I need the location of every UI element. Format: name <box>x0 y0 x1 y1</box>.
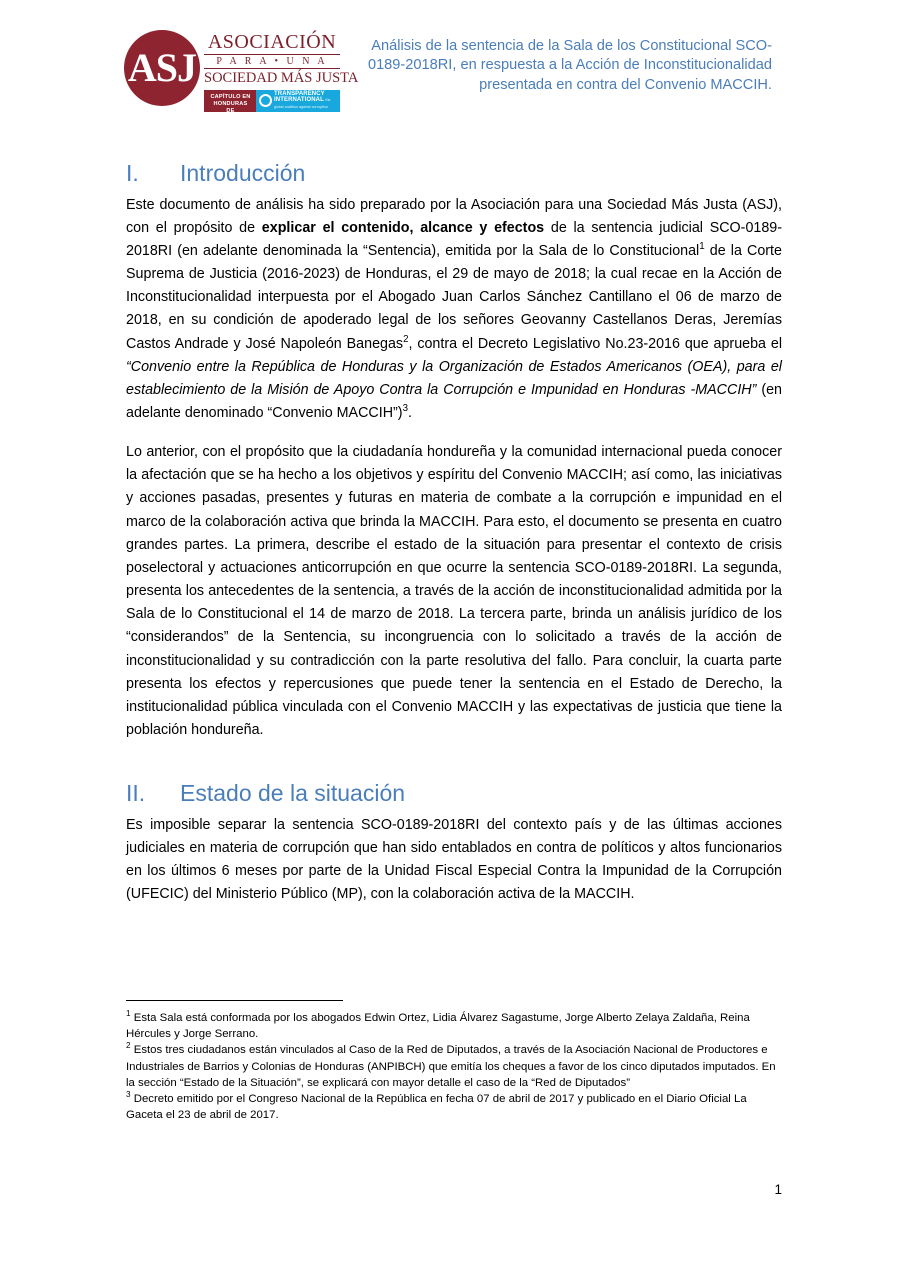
p1-italic-convenio-title: “Convenio entre la República de Honduras y la Organización de Estados Americanos (OEA), para el establecimiento de la Misión de Apoyo Contra la Corrupción e Impunidad en Honduras -MACCIH” <box>126 358 782 398</box>
asj-logo <box>124 28 359 114</box>
footnote-text-1: Esta Sala está conformada por los abogados Edwin Ortez, Lidia Álvarez Sagastume, Jorge Alberto Zelaya Zaldaña, Reina Hércules y Jorge Serrano. <box>126 1012 750 1041</box>
badge-ti-words <box>274 91 340 112</box>
transparency-international-badge <box>204 90 340 112</box>
header-document-title: Análisis de la sentencia de la Sala de los Constitucional SCO-0189-2018RI, en respuesta a la Acción de Inconstitucionalidad presentada en contra del Convenio MACCIH. <box>367 38 772 93</box>
p1-part1: Este documento de análisis ha sido preparado por la Asociación para una Sociedad Más Justa (ASJ), con el propósito de <box>126 196 782 236</box>
section-heading-estado-situacion <box>126 780 782 808</box>
footnote-ref-3[interactable]: 3 <box>402 403 408 415</box>
asj-wordmark <box>204 31 359 114</box>
wordmark-rule-top <box>204 54 340 55</box>
footnotes-area <box>126 1000 786 1123</box>
badge-ti-sub: the global coalition against corruption <box>274 98 331 110</box>
badge-capitulo-honduras: CAPÍTULO EN HONDURAS DE <box>204 90 256 112</box>
p1-part6: . <box>407 405 412 421</box>
footnote-marker-2: 2 <box>126 1041 131 1051</box>
wordmark-asociacion: ASOCIACIÓN <box>207 31 337 53</box>
badge-transparency-international <box>256 90 340 112</box>
asj-logo-mark-icon: ASJ <box>124 30 200 106</box>
wordmark-para-una: P A R A • U N A <box>216 56 328 67</box>
document-body <box>126 160 782 906</box>
section-heading-introduccion <box>126 160 782 188</box>
footnote-text-3: Decreto emitido por el Congreso Nacional de la República en fecha 07 de abril de 2017 y publicado en el Diario Oficial La Gaceta el 23 de abril de 2017. <box>126 1092 747 1122</box>
page-number: 1 <box>774 1182 782 1197</box>
footnote-separator <box>126 1000 343 1001</box>
wordmark-sociedad-mas-justa: SOCIEDAD MÁS JUSTA <box>204 70 359 86</box>
p1-part3: de la Corte Suprema de Justicia (2016-2023) de Honduras, el 29 de mayo de 2018; la cual recae en la Acción de Inconstitucionalidad interpuesta por el Abogado Juan Carlos Sánchez Cantillano el 06 de marzo de 2018, en su condición de apoderado legal de los señores Geovanny Castellanos Deras, Jeremías Castos Andrade y José Napoleón Banegas <box>126 242 782 352</box>
footnote-ref-1[interactable]: 1 <box>699 241 705 253</box>
p1-part2: de la sentencia judicial SCO-0189-2018RI (en adelante denominada la “Sentencia), emitida por la Sala de lo Constitucional <box>126 219 783 259</box>
p1-part5: (en adelante denominado “Convenio MACCIH”) <box>126 381 782 421</box>
page-header <box>0 0 900 140</box>
globe-icon <box>259 94 272 107</box>
footnote-text-2: Estos tres ciudadanos están vinculados al Caso de la Red de Diputados, a través de la Asociación Nacional de Productores e Industriales de Barrios y Colonias de Honduras (ANPIBCH) que emitía los cheques a favor de los cinco diputados imputados. En la sección “Estado de la Situación”, se explicará con mayor detalle el caso de la “Red de Diputados” <box>126 1044 776 1089</box>
footnote-marker-3: 3 <box>126 1090 131 1100</box>
paragraph-intro-1 <box>126 194 782 426</box>
footnote-2 <box>126 1042 786 1091</box>
p1-bold-emphasis: explicar el contenido, alcance y efectos <box>261 219 545 236</box>
section-title-1: Introducción <box>180 160 306 186</box>
p1-part4: , contra el Decreto Legislativo No.23-2016 que aprueba el <box>408 335 782 352</box>
section-title-2: Estado de la situación <box>180 780 406 807</box>
paragraph-estado-1: Es imposible separar la sentencia SCO-0189-2018RI del contexto país y de las últimas acciones judiciales en materia de corrupción que han sido entablados en contra de políticos y altos funcionarios en los últimos 6 meses por parte de la Unidad Fiscal Especial Contra la Impunidad de la Corrupción (UFECIC) del Ministerio Público (MP), con la colaboración activa de la MACCIH. <box>126 816 782 903</box>
footnote-1 <box>126 1010 786 1042</box>
footnote-marker-1: 1 <box>126 1009 131 1019</box>
paragraph-intro-2: Lo anterior, con el propósito que la ciudadanía hondureña y la comunidad internacional pueda conocer la afectación que se ha hecho a los objetivos y espíritu del Convenio MACCIH; así como, las iniciativas y acciones pasadas, presentes y futuras en materia de combate a la corrupción e impunidad en el marco de la colaboración activa que brinda la MACCIH. Para esto, el documento se presenta en cuatro grandes partes. La primera, describe el estado de la situación para presentar el contexto de crisis poselectoral y actuaciones anticorrupción en que ocurre la sentencia SCO-0189-2018RI. La segunda, presenta los antecedentes de la sentencia, a través de la acción de inconstitucionalidad admitida por la Sala de lo Constitucional el 14 de marzo de 2018. La tercera parte, brinda un análisis jurídico de los “considerandos” de la Sentencia, su incongruencia con lo solicitado a través de la acción de inconstitucionalidad y su contradicción con la parte resolutiva del fallo. Para concluir, la cuarta parte presenta los efectos y repercusiones que puede tener la sentencia en el Estado de Derecho, la institucionalidad pública vinculada con el Convenio MACCIH y las expectativas de justicia que tiene la población hondureña. <box>126 444 782 739</box>
footnote-ref-2[interactable]: 2 <box>403 333 409 345</box>
footnote-3 <box>126 1091 786 1123</box>
badge-ti-line2: INTERNATIONAL <box>274 97 324 104</box>
section-number-1: I. <box>126 160 139 186</box>
wordmark-rule-bottom <box>204 68 340 69</box>
section-number-2: II. <box>126 780 146 807</box>
badge-ti-line1: TRANSPARENCY <box>274 90 325 97</box>
